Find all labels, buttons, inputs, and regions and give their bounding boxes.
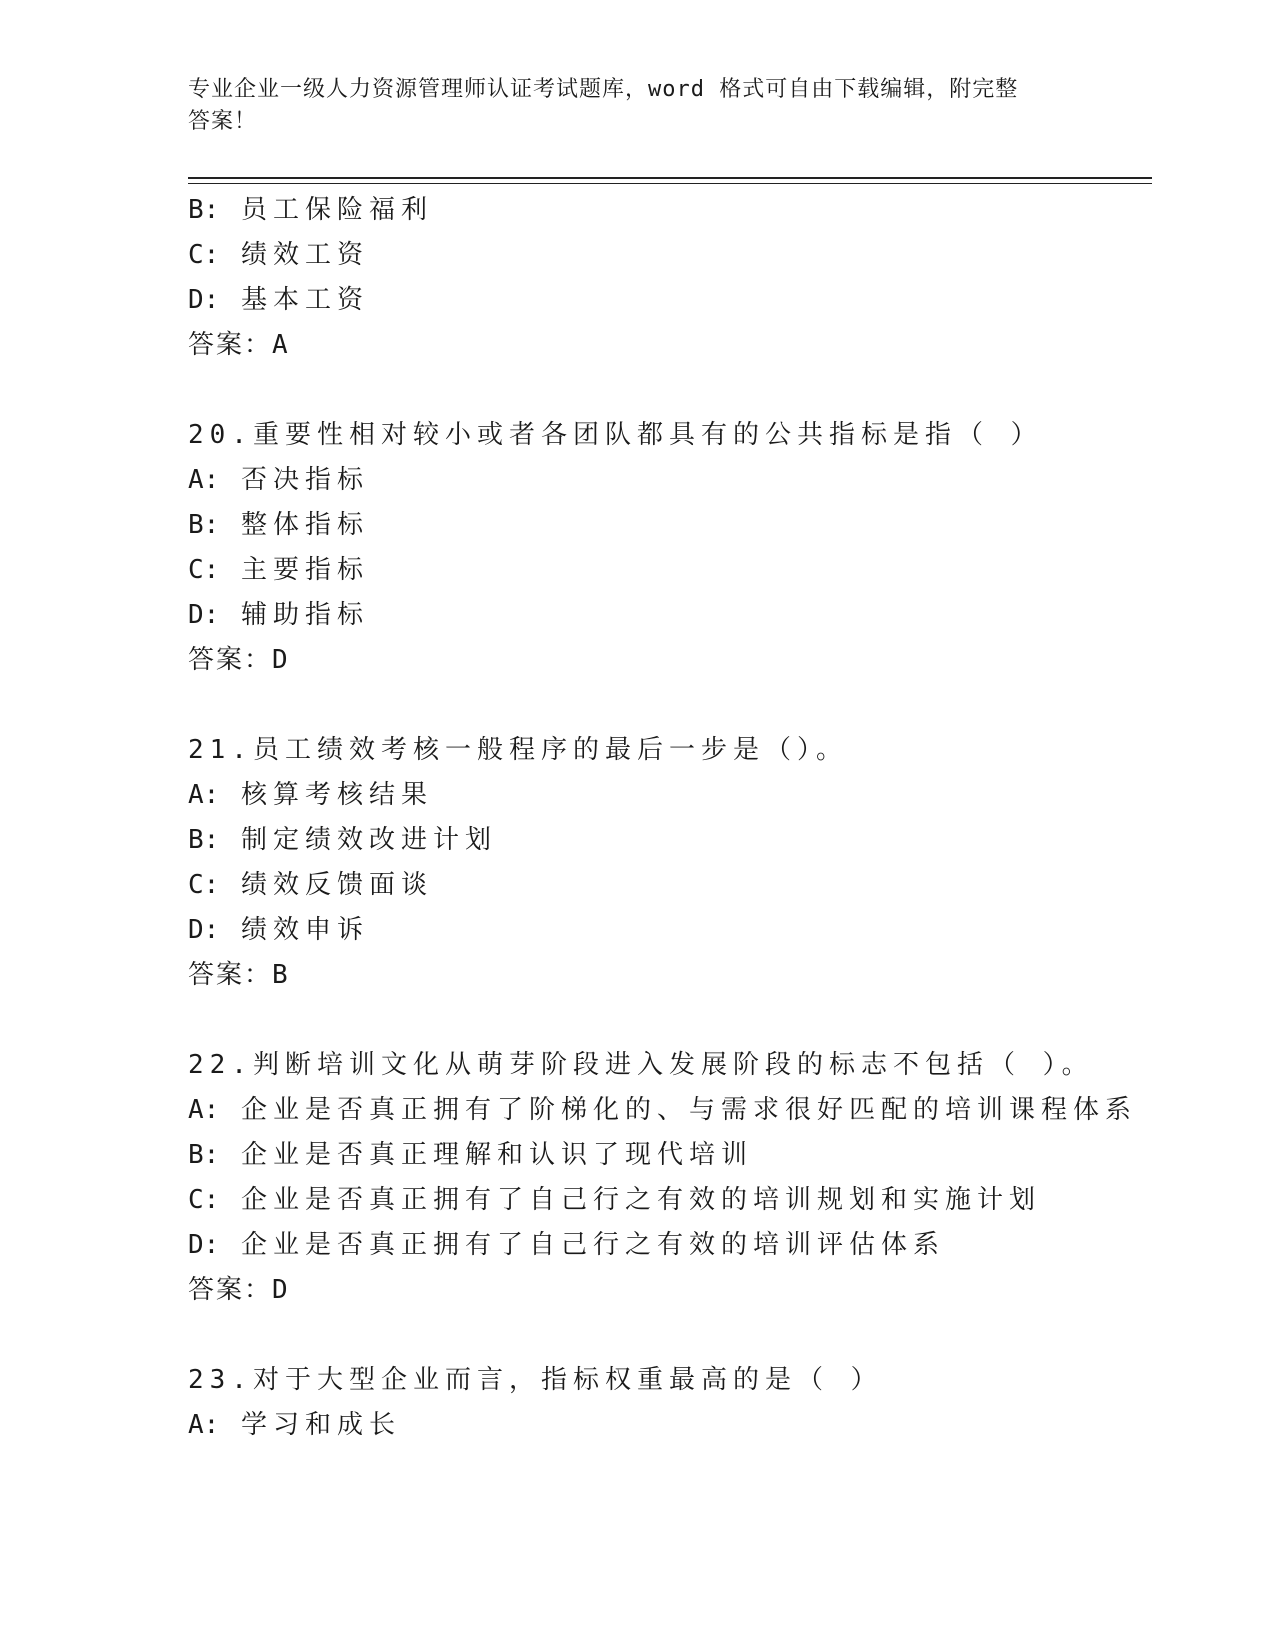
option-letter: C: <box>188 870 220 900</box>
option-letter: C: <box>188 555 220 585</box>
option-c <box>188 553 369 587</box>
option-a <box>188 778 433 812</box>
option-text: 基本工资 <box>240 285 369 315</box>
option-text: 制定绩效改进计划 <box>240 825 497 855</box>
option-letter: A: <box>188 465 220 495</box>
option-text: 核算考核结果 <box>240 780 433 810</box>
option-text: 绩效工资 <box>240 240 369 270</box>
option-letter: B: <box>188 195 220 225</box>
option-d <box>188 598 369 632</box>
option-a <box>188 1093 1137 1127</box>
option-letter: B: <box>188 1140 220 1170</box>
option-letter: B: <box>188 510 220 540</box>
option-d <box>188 283 369 317</box>
answer-line: 答案：B <box>188 960 290 990</box>
option-b <box>188 1138 753 1172</box>
option-b <box>188 823 497 857</box>
option-text: 否决指标 <box>240 465 369 495</box>
option-c <box>188 238 369 272</box>
question-21: 21.员工绩效考核一般程序的最后一步是（）。 <box>188 735 848 765</box>
option-letter: A: <box>188 1410 220 1440</box>
question-23: 23.对于大型企业而言，指标权重最高的是（ ） <box>188 1365 883 1395</box>
option-text: 员工保险福利 <box>240 195 433 225</box>
option-d <box>188 913 369 947</box>
option-text: 主要指标 <box>240 555 369 585</box>
option-c <box>188 1183 1041 1217</box>
option-letter: B: <box>188 825 220 855</box>
answer-line: 答案：D <box>188 645 290 675</box>
option-letter: C: <box>188 240 220 270</box>
option-letter: A: <box>188 1095 220 1125</box>
option-text: 企业是否真正理解和认识了现代培训 <box>240 1140 753 1170</box>
option-letter: A: <box>188 780 220 810</box>
option-text: 绩效反馈面谈 <box>240 870 433 900</box>
option-b <box>188 193 433 227</box>
option-text: 学习和成长 <box>240 1410 401 1440</box>
header-rule-thin <box>188 183 1152 184</box>
question-20: 20.重要性相对较小或者各团队都具有的公共指标是指（ ） <box>188 420 1043 450</box>
option-letter: C: <box>188 1185 220 1215</box>
option-c <box>188 868 433 902</box>
answer-line: 答案：A <box>188 330 290 360</box>
option-text: 整体指标 <box>240 510 369 540</box>
option-letter: D: <box>188 1230 220 1260</box>
document-header <box>188 74 1088 138</box>
option-a <box>188 1408 401 1442</box>
option-letter: D: <box>188 285 220 315</box>
answer-line: 答案：D <box>188 1275 290 1305</box>
option-text: 企业是否真正拥有了自己行之有效的培训评估体系 <box>240 1230 945 1260</box>
option-text: 企业是否真正拥有了自己行之有效的培训规划和实施计划 <box>240 1185 1041 1215</box>
option-b <box>188 508 369 542</box>
option-text: 企业是否真正拥有了阶梯化的、与需求很好匹配的培训课程体系 <box>240 1095 1137 1125</box>
option-d <box>188 1228 945 1262</box>
header-line-1: 专业企业一级人力资源管理师认证考试题库，word 格式可自由下载编辑，附完整 <box>188 77 1019 102</box>
header-rule-thick <box>188 177 1152 179</box>
question-22: 22.判断培训文化从萌芽阶段进入发展阶段的标志不包括（ ）。 <box>188 1050 1094 1080</box>
option-letter: D: <box>188 600 220 630</box>
option-text: 辅助指标 <box>240 600 369 630</box>
option-text: 绩效申诉 <box>240 915 369 945</box>
header-line-2: 答案！ <box>188 109 258 134</box>
option-letter: D: <box>188 915 220 945</box>
option-a <box>188 463 369 497</box>
